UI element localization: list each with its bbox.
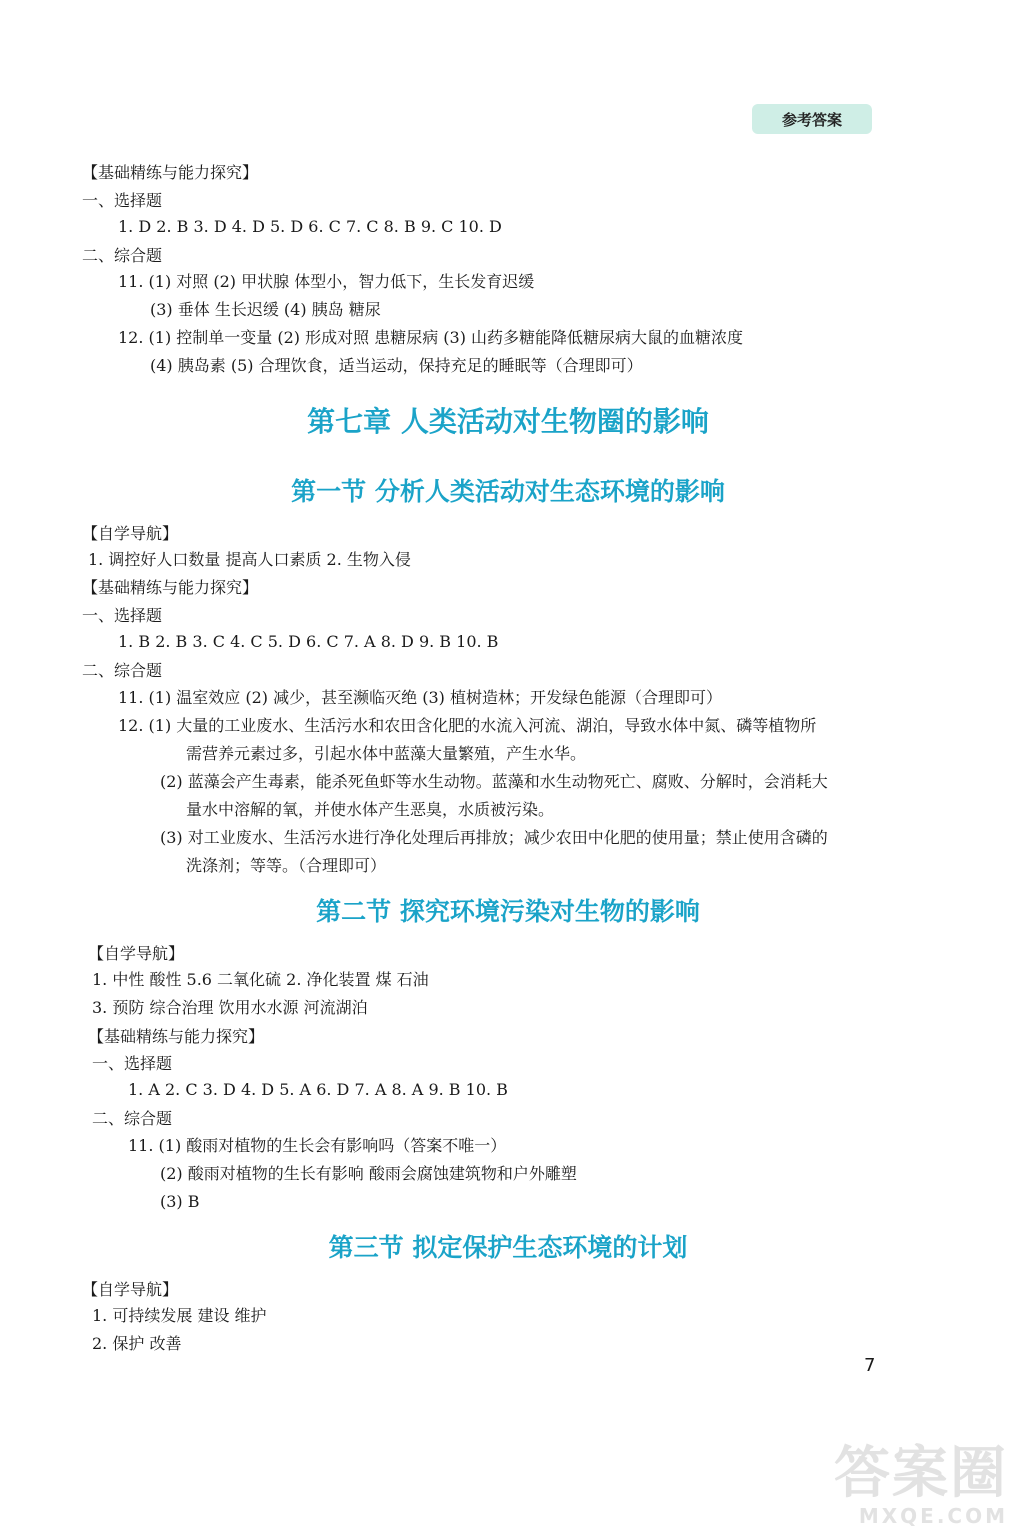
comp-label: 二、综合题 <box>82 661 163 680</box>
answer-line: (3) B <box>160 1192 200 1211</box>
guide-line: 1. 中性 酸性 5.6 二氧化硫 2. 净化装置 煤 石油 <box>92 970 429 989</box>
answer-line: 12. (1) 大量的工业废水、生活污水和农田含化肥的水流入河流、湖泊，导致水体中氮、磷等植物所 <box>118 716 817 735</box>
comp-label: 二、综合题 <box>92 1109 173 1128</box>
watermark-logo <box>834 1441 1008 1528</box>
answer-line: (4) 胰岛素 (5) 合理饮食，适当运动，保持充足的睡眠等（合理即可） <box>150 356 643 375</box>
mc-answers: 1. B 2. B 3. C 4. C 5. D 6. C 7. A 8. D 9. B 10. B <box>118 632 499 651</box>
answer-line: 11. (1) 对照 (2) 甲状腺 体型小，智力低下，生长发育迟缓 <box>118 272 535 291</box>
answer-line: 洗涤剂；等等。（合理即可） <box>186 856 387 875</box>
mc-label: 一、选择题 <box>82 606 163 625</box>
page-number: 7 <box>864 1355 876 1376</box>
practice-heading: 【基础精练与能力探究】 <box>82 163 259 182</box>
guide-line: 3. 预防 综合治理 饮用水水源 河流湖泊 <box>92 998 368 1017</box>
answer-line: (3) 垂体 生长迟缓 (4) 胰岛 糖尿 <box>150 300 381 319</box>
watermark-cn: 答案圈 <box>834 1441 1008 1506</box>
guide-heading: 【自学导航】 <box>88 944 185 963</box>
answer-line: (2) 酸雨对植物的生长有影响 酸雨会腐蚀建筑物和户外雕塑 <box>160 1164 577 1183</box>
chapter-title: 第七章 人类活动对生物圈的影响 <box>307 405 709 438</box>
section-title: 第一节 分析人类活动对生态环境的影响 <box>291 477 725 506</box>
answer-line: (3) 对工业废水、生活污水进行净化处理后再排放；减少农田中化肥的使用量；禁止使用含磷的 <box>160 828 828 847</box>
answer-line: 11. (1) 酸雨对植物的生长会有影响吗（答案不唯一） <box>128 1136 507 1155</box>
guide-line: 1. 可持续发展 建设 维护 <box>92 1306 267 1325</box>
mc-answers: 1. D 2. B 3. D 4. D 5. D 6. C 7. C 8. B 9. C 10. D <box>118 217 502 236</box>
guide-line: 1. 调控好人口数量 提高人口素质 2. 生物入侵 <box>88 550 411 569</box>
practice-heading: 【基础精练与能力探究】 <box>82 578 259 597</box>
answer-line: 12. (1) 控制单一变量 (2) 形成对照 患糖尿病 (3) 山药多糖能降低糖尿病大鼠的血糖浓度 <box>118 328 744 347</box>
practice-heading: 【基础精练与能力探究】 <box>88 1027 265 1046</box>
watermark-en: MXQE.COM <box>858 1504 1008 1528</box>
section-title: 第二节 探究环境污染对生物的影响 <box>316 897 700 926</box>
guide-heading: 【自学导航】 <box>82 524 179 543</box>
guide-line: 2. 保护 改善 <box>92 1334 182 1353</box>
section-title: 第三节 拟定保护生态环境的计划 <box>328 1233 688 1262</box>
answer-line: 需营养元素过多，引起水体中蓝藻大量繁殖，产生水华。 <box>186 744 587 763</box>
mc-answers: 1. A 2. C 3. D 4. D 5. A 6. D 7. A 8. A 9. B 10. B <box>128 1080 508 1099</box>
guide-heading: 【自学导航】 <box>82 1280 179 1299</box>
mc-label: 一、选择题 <box>92 1054 173 1073</box>
comp-label: 二、综合题 <box>82 246 163 265</box>
answer-line: 11. (1) 温室效应 (2) 减少，甚至濒临灭绝 (3) 植树造林；开发绿色能源（合理即可） <box>118 688 722 707</box>
mc-label: 一、选择题 <box>82 191 163 210</box>
answer-badge: 参考答案 <box>752 104 872 134</box>
answer-line: (2) 蓝藻会产生毒素，能杀死鱼虾等水生动物。蓝藻和水生动物死亡、腐败、分解时，会消耗大 <box>160 772 828 791</box>
answer-line: 量水中溶解的氧，并使水体产生恶臭，水质被污染。 <box>186 800 555 819</box>
